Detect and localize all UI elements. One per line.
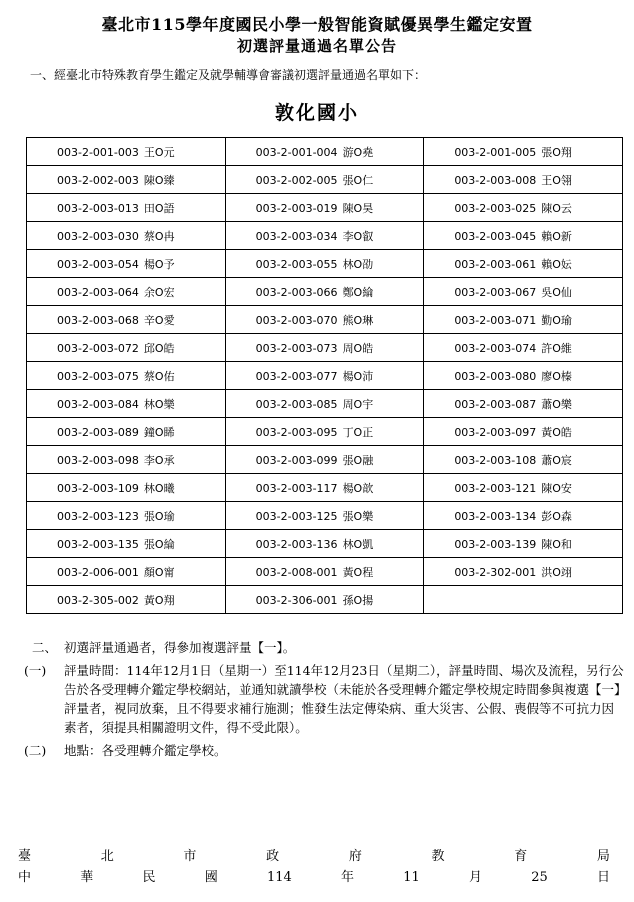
student-name: 李O承 [143,453,175,467]
student-name: 鐘O睎 [143,425,175,439]
table-row [27,306,623,334]
student-name: 熊O琳 [342,313,374,327]
student-cell [424,334,623,362]
issuer-char: 教 [431,849,445,864]
student-name: 游O堯 [342,145,374,159]
student-cell [424,362,623,390]
student-name: 顏O甯 [143,565,175,579]
student-name: 張O翔 [541,145,572,159]
student-cell [225,306,424,334]
student-name: 彭O森 [541,509,572,523]
student-name: 黃O皓 [541,425,572,439]
student-id: 003-2-003-080 [454,369,537,383]
student-id: 003-2-002-003 [57,173,139,187]
student-name: 吳O仙 [541,285,572,299]
student-cell [424,446,623,474]
student-cell [225,194,424,222]
student-cell [27,418,226,446]
student-id: 003-2-003-019 [255,201,338,215]
table-row [27,586,623,614]
student-name: 陳O昊 [342,201,374,215]
date-char: 月 [468,870,482,885]
school-name: 敦化國小 [274,102,359,124]
student-id: 003-2-003-098 [57,453,139,467]
student-cell [225,418,424,446]
student-id: 003-2-003-064 [57,285,139,299]
student-cell [27,334,226,362]
notes-section [24,638,624,764]
student-cell [27,166,226,194]
student-id: 003-2-003-109 [57,481,139,495]
student-name: 張O仁 [342,173,374,187]
table-row [27,278,623,306]
student-id: 003-2-008-001 [255,565,338,579]
student-id: 003-2-003-066 [255,285,338,299]
note-item-1 [24,661,624,737]
note-marker: (二) [24,743,47,758]
table-row [27,530,623,558]
date-char: 日 [596,870,610,885]
student-name: 田O語 [143,201,175,215]
student-cell [225,278,424,306]
student-name: 辛O愛 [143,313,175,327]
date-char: 中 [18,870,32,885]
student-name: 洪O翊 [541,565,572,579]
student-cell [424,474,623,502]
student-id: 003-2-003-084 [57,397,139,411]
student-cell [424,166,623,194]
table-row [27,222,623,250]
student-id: 003-2-003-025 [454,201,537,215]
student-id: 003-2-003-077 [255,369,338,383]
student-id: 003-2-306-001 [255,593,338,607]
issuer-char: 市 [183,849,197,864]
date-char: 11 [403,870,420,885]
date-line [18,867,610,888]
student-id: 003-2-003-074 [454,341,537,355]
announcement-subtitle: 初選評量通過名單公告 [236,37,397,55]
student-id: 003-2-003-034 [255,229,338,243]
issuer-char: 政 [266,849,280,864]
student-cell [225,166,424,194]
student-cell [225,586,424,614]
student-name: 鄭O綸 [342,285,374,299]
student-name: 丁O正 [342,425,374,439]
student-cell [424,138,623,166]
student-name: 張O瑜 [143,509,175,523]
date-char: 年 [340,870,354,885]
student-cell [225,474,424,502]
student-cell [27,502,226,530]
student-name: 王O元 [143,145,175,159]
student-cell [225,334,424,362]
student-id: 003-2-003-089 [57,425,139,439]
student-cell [424,586,623,614]
student-name: 林O凱 [342,537,374,551]
student-id: 003-2-003-125 [255,509,338,523]
intro-text: 一、經臺北市特殊教育學生鑑定及就學輔導會審議初選評量通過名單如下： [30,68,427,82]
student-id: 003-2-003-085 [255,397,338,411]
student-id: 003-2-003-135 [57,537,139,551]
student-name: 周O宇 [342,397,374,411]
student-id: 003-2-003-117 [255,481,338,495]
student-name: 陳O臻 [143,173,175,187]
student-name: 陳O云 [541,201,572,215]
student-cell [27,306,226,334]
student-name: 張O樂 [342,509,374,523]
student-cell [424,306,623,334]
student-name: 孫O揚 [342,593,374,607]
student-name: 許O維 [541,341,572,355]
student-name: 邱O皓 [143,341,175,355]
student-name: 李O叡 [342,229,374,243]
student-cell [225,502,424,530]
student-id: 003-2-003-139 [454,537,537,551]
student-name: 余O宏 [143,285,175,299]
student-list-table [26,137,623,614]
date-char: 25 [531,870,548,885]
table-row [27,474,623,502]
student-cell [27,558,226,586]
student-id: 003-2-003-054 [57,257,139,271]
student-id: 003-2-003-075 [57,369,139,383]
table-row [27,446,623,474]
note-section-2 [24,638,624,657]
student-id: 003-2-003-030 [57,229,139,243]
student-id: 003-2-001-005 [454,145,537,159]
student-cell [225,446,424,474]
student-id: 003-2-003-073 [255,341,338,355]
student-name: 林O劭 [342,257,374,271]
student-id: 003-2-003-087 [454,397,537,411]
note-text: 評量時間：114年12月1日（星期一）至114年12月23日（星期二），評量時間、場次及流程，另行公告於各受理轉介鑑定學校網站，並通知就讀學校（未能於各受理轉介鑑定學校規定時間參與複選【一】評量者，視同放棄，且不得要求補行施測；惟發生法定傳染病、重大災害、公假、喪假等不可抗力因素者，須提具相關證明文件，得不受此限）。 [64,663,624,735]
student-id: 003-2-006-001 [57,565,139,579]
student-name: 蕭O樂 [541,397,572,411]
issuer-char: 局 [596,849,610,864]
student-cell [27,222,226,250]
student-name: 蔡O冉 [143,229,175,243]
student-name: 勤O瑜 [541,313,572,327]
student-id: 003-2-003-108 [454,453,537,467]
issuer-char: 育 [514,849,528,864]
student-cell [424,222,623,250]
student-id: 003-2-003-123 [57,509,139,523]
student-name: 蕭O宸 [541,453,572,467]
student-id: 003-2-003-095 [255,425,338,439]
student-cell [27,530,226,558]
issuer-line [18,846,610,867]
student-cell [27,362,226,390]
issuer-char: 臺 [18,849,32,864]
note-item-2 [24,741,624,760]
student-id: 003-2-003-068 [57,313,139,327]
student-cell [424,250,623,278]
date-char: 華 [80,870,94,885]
student-cell [27,446,226,474]
date-char: 民 [142,870,156,885]
student-cell [225,250,424,278]
student-cell [225,362,424,390]
table-row [27,390,623,418]
student-id: 003-2-003-067 [454,285,537,299]
student-name: 賴O妘 [541,257,572,271]
issuer-char: 北 [100,849,114,864]
student-name: 楊O歆 [342,481,374,495]
student-name: 張O綸 [143,537,175,551]
student-name: 王O翎 [541,173,572,187]
student-id: 003-2-002-005 [255,173,338,187]
student-cell [225,138,424,166]
table-row [27,502,623,530]
student-cell [27,586,226,614]
student-id: 003-2-003-097 [454,425,537,439]
student-id: 003-2-003-121 [454,481,537,495]
signature-block [18,846,610,888]
student-name: 周O皓 [342,341,374,355]
student-cell [27,250,226,278]
student-cell [27,138,226,166]
announcement-title: 臺北市115學年度國民小學一般智能資賦優異學生鑑定安置 [101,15,533,34]
student-cell [27,194,226,222]
student-cell [225,530,424,558]
table-row [27,194,623,222]
student-cell [424,530,623,558]
date-char: 114 [266,870,292,885]
table-row [27,138,623,166]
table-row [27,362,623,390]
student-id: 003-2-003-071 [454,313,537,327]
student-name: 林O樂 [143,397,175,411]
student-cell [225,558,424,586]
note-text: 地點：各受理轉介鑑定學校。 [64,743,227,758]
date-char: 國 [204,870,218,885]
student-id: 003-2-003-134 [454,509,537,523]
student-id: 003-2-003-045 [454,229,537,243]
student-cell [424,278,623,306]
student-id: 003-2-003-072 [57,341,139,355]
table-row [27,334,623,362]
student-id: 003-2-003-099 [255,453,338,467]
student-id: 003-2-003-008 [454,173,537,187]
student-id: 003-2-003-061 [454,257,537,271]
note-marker: (一) [24,663,47,678]
student-cell [424,390,623,418]
student-cell [424,558,623,586]
student-cell [27,278,226,306]
student-id: 003-2-003-136 [255,537,338,551]
student-name: 廖O榛 [541,369,572,383]
student-id: 003-2-305-002 [57,593,139,607]
student-cell [424,502,623,530]
student-name: 楊O予 [143,257,175,271]
student-cell [424,418,623,446]
student-id: 003-2-003-070 [255,313,338,327]
student-name: 賴O新 [541,229,572,243]
student-name: 林O曦 [143,481,175,495]
student-name: 張O融 [342,453,374,467]
student-id: 003-2-302-001 [454,565,537,579]
student-name: 黃O程 [342,565,374,579]
table-row [27,558,623,586]
student-name: 陳O安 [541,481,572,495]
student-name: 陳O和 [541,537,572,551]
student-id: 003-2-003-013 [57,201,139,215]
student-id: 003-2-003-055 [255,257,338,271]
note-marker: 二、 [32,640,58,655]
table-row [27,166,623,194]
table-row [27,250,623,278]
student-name: 蔡O佑 [143,369,175,383]
issuer-char: 府 [348,849,362,864]
student-cell [27,390,226,418]
student-cell [225,390,424,418]
table-row [27,418,623,446]
student-cell [225,222,424,250]
student-cell [27,474,226,502]
student-cell [424,194,623,222]
student-name: 楊O沛 [342,369,374,383]
student-name: 黃O翔 [143,593,175,607]
student-id: 003-2-001-004 [255,145,338,159]
note-text: 初選評量通過者，得參加複選評量【一】。 [64,640,296,655]
student-id: 003-2-001-003 [57,145,139,159]
